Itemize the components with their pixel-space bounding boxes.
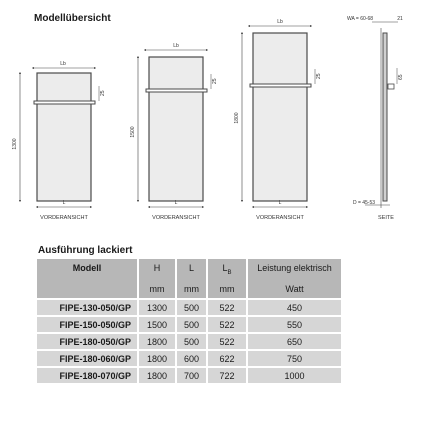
height-label-3: 1800	[234, 112, 240, 124]
unit-power: Watt	[285, 284, 304, 294]
model-specification-table	[37, 259, 341, 383]
towel-rail-2	[146, 89, 207, 92]
bottom-depth-label: D = 45-53	[352, 200, 376, 206]
side-view	[347, 16, 404, 221]
table-row	[37, 298, 341, 315]
height-label-2: 1500	[130, 126, 136, 138]
cell-height: 1800	[139, 349, 177, 366]
cell-length-b: 522	[208, 332, 248, 349]
header-length-b: $L_B$ mm	[208, 259, 248, 298]
table-row	[37, 366, 341, 383]
table-row	[37, 315, 341, 332]
rail-offset-label: 65	[398, 74, 404, 80]
view-caption-3: VORDERANSICHT	[256, 215, 304, 221]
header-power: Leistung elektrisch Watt	[248, 259, 341, 298]
cell-model: FIPE-180-060/GP	[37, 349, 139, 366]
cell-model: FIPE-130-050/GP	[37, 298, 139, 315]
unit-length: mm	[184, 284, 199, 294]
finish-subtitle: Ausführung lackiert	[38, 245, 133, 256]
header-length: L mm	[177, 259, 208, 298]
table-header-row	[37, 259, 341, 298]
cell-watt: 450	[248, 298, 341, 315]
cell-length: 500	[177, 315, 208, 332]
side-caption: SEITE	[378, 215, 394, 221]
cell-watt: 550	[248, 315, 341, 332]
base-label-2: L	[174, 200, 178, 206]
cell-watt: 650	[248, 332, 341, 349]
radiator-panel-2	[149, 57, 203, 201]
height-label-1: 1300	[12, 138, 18, 150]
header-height: H mm	[139, 259, 177, 298]
front-view-1500	[130, 43, 218, 221]
cell-watt: 750	[248, 349, 341, 366]
cell-watt: 1000	[248, 366, 341, 383]
table-row	[37, 349, 341, 366]
cell-model: FIPE-180-050/GP	[37, 332, 139, 349]
unit-height: mm	[149, 284, 165, 294]
cell-height: 1300	[139, 298, 177, 315]
cell-length-b: 722	[208, 366, 248, 383]
offset-label-2: 25	[212, 78, 218, 84]
towel-rail-1	[34, 101, 95, 104]
cell-length: 600	[177, 349, 208, 366]
radiator-panel-1	[37, 73, 91, 201]
base-label-1: L	[62, 200, 66, 206]
offset-label-1: 25	[100, 90, 106, 96]
front-view-1800	[234, 19, 322, 221]
wa-label: WA = 60-68	[346, 16, 374, 22]
base-label-3: L	[278, 200, 282, 206]
width-label-lb-2: Lb	[173, 43, 179, 49]
cell-length-b: 522	[208, 315, 248, 332]
width-label-lb-3: Lb	[277, 19, 283, 25]
cell-model: FIPE-150-050/GP	[37, 315, 139, 332]
width-label-lb-1: Lb	[60, 61, 66, 67]
top-depth-label: 21	[397, 16, 403, 22]
side-panel-profile	[383, 33, 387, 201]
cell-length-b: 522	[208, 298, 248, 315]
cell-length-b: 622	[208, 349, 248, 366]
cell-height: 1800	[139, 332, 177, 349]
header-model: Modell	[37, 259, 139, 298]
unit-length-b: mm	[219, 284, 235, 294]
cell-height: 1800	[139, 366, 177, 383]
view-caption-1: VORDERANSICHT	[40, 215, 88, 221]
cell-length: 700	[177, 366, 208, 383]
cell-height: 1500	[139, 315, 177, 332]
radiator-panel-3	[253, 33, 307, 201]
section-title: Modellübersicht	[34, 13, 111, 24]
view-caption-2: VORDERANSICHT	[152, 215, 200, 221]
side-towel-rail	[388, 84, 394, 89]
cell-length: 500	[177, 298, 208, 315]
offset-label-3: 25	[316, 73, 322, 79]
cell-model: FIPE-180-070/GP	[37, 366, 139, 383]
table-row	[37, 332, 341, 349]
towel-rail-3	[250, 84, 311, 87]
cell-length: 500	[177, 332, 208, 349]
front-view-1300	[12, 61, 106, 221]
